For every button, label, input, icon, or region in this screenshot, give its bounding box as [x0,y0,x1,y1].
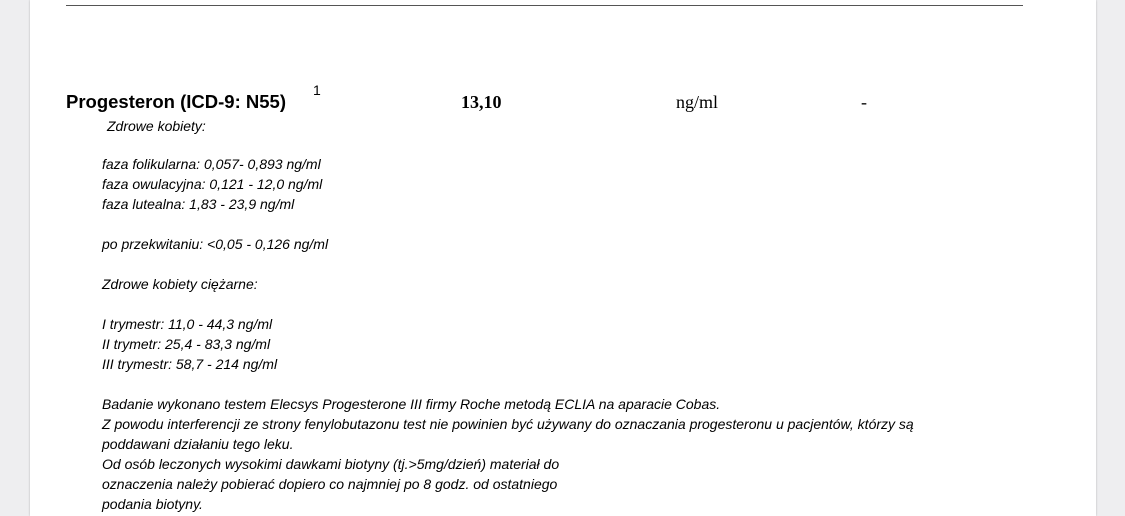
result-unit: ng/ml [676,92,719,112]
biotin-note-line-1: Od osób leczonych wysokimi dawkami biotyny (tj.>5mg/dzień) materiał do [102,456,560,472]
result-value: 13,10 [461,92,502,112]
test-name: Progesteron (ICD-9: N55) [66,91,286,112]
reference-trimester-1: I trymestr: 11,0 - 44,3 ng/ml [102,316,273,332]
interference-note-line-2: poddawani działaniu tego leku. [102,436,294,452]
reference-follicular: faza folikularna: 0,057- 0,893 ng/ml [102,156,321,172]
reference-trimester-2: II trymetr: 25,4 - 83,3 ng/ml [102,336,271,352]
method-note: Badanie wykonano testem Elecsys Progesterone III firmy Roche metodą ECLIA na aparacie Cobas. [102,396,721,412]
pregnant-women-label: Zdrowe kobiety ciężarne: [102,276,258,292]
reference-postmenopausal: po przekwitaniu: <0,05 - 0,126 ng/ml [102,236,329,252]
result-flag: - [861,92,867,112]
biotin-note-line-2: oznaczenia należy pobierać dopiero co najmniej po 8 godz. od ostatniego [102,476,558,492]
reference-luteal: faza lutealna: 1,83 - 23,9 ng/ml [102,196,295,212]
reference-ovulatory: faza owulacyjna: 0,121 - 12,0 ng/ml [102,176,323,192]
interference-note-line-1: Z powodu interferencji ze strony fenylobutazonu test nie powinien być używany do oznaczania progesteronu u pacjentów, którzy są [102,416,914,432]
biotin-note-line-3: podania biotyny. [102,496,203,512]
header-divider [66,5,1023,6]
reference-trimester-3: III trymestr: 58,7 - 214 ng/ml [102,356,278,372]
healthy-women-label: Zdrowe kobiety: [107,118,206,134]
footnote-marker: 1 [313,82,321,98]
document-page [30,0,1096,516]
